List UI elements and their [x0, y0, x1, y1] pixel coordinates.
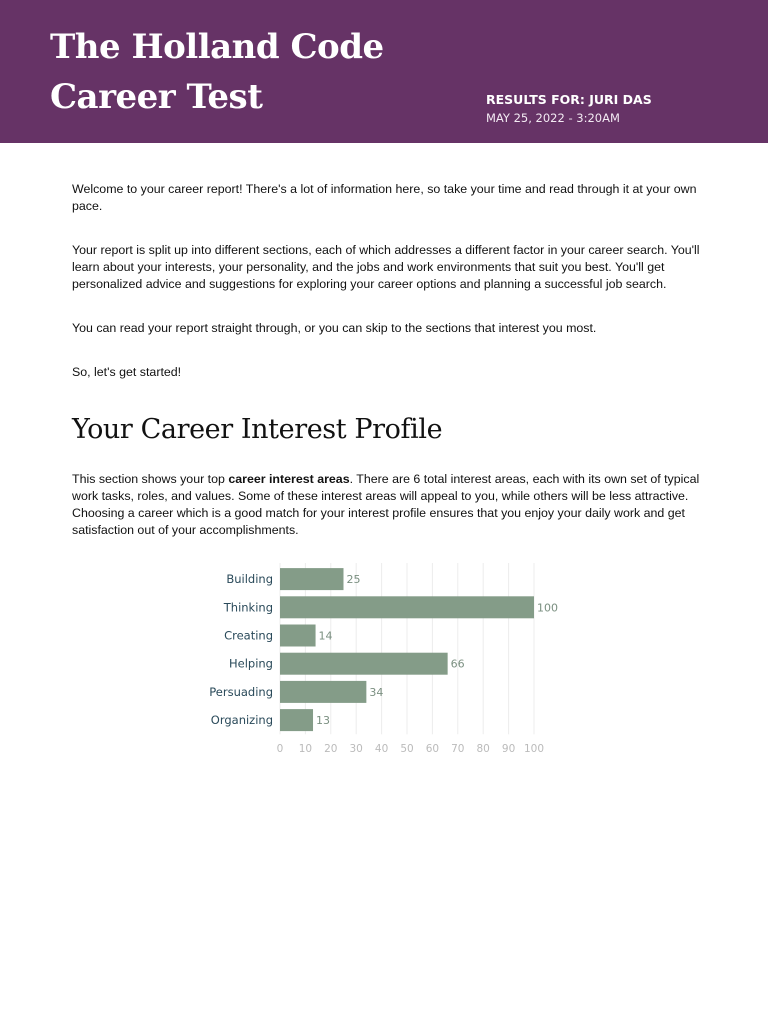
interest-bar-chart — [190, 560, 570, 755]
report-header — [0, 0, 768, 143]
x-tick-label: 40 — [374, 743, 389, 755]
x-tick-label: 50 — [400, 743, 414, 755]
bar — [280, 596, 534, 618]
category-label: Organizing — [210, 713, 273, 728]
intro-text — [72, 181, 706, 381]
category-label: Building — [226, 572, 273, 587]
report-title-line1: The Holland Code — [50, 27, 384, 67]
bar — [280, 568, 344, 590]
x-tick-label: 100 — [523, 743, 545, 755]
section-intro-bold: career interest areas — [228, 472, 350, 486]
section-intro-end: . There are 6 total interest areas, each with its own set of typical work tasks, roles, and values. Some of these interest areas will appeal to you, while others will be less attractive. Choosing a career which is a good match for your interest profile ensures that you enjoy your daily work and get satisfaction out of your accomplishments. — [72, 472, 700, 537]
category-label: Helping — [228, 656, 273, 671]
intro-paragraph-1: Welcome to your career report! There's a lot of information here, so take your time and read through it at your own pace. — [72, 182, 697, 213]
intro-paragraph-3: You can read your report straight through, or you can skip to the sections that interest you most. — [72, 321, 597, 335]
x-tick-label: 30 — [349, 743, 363, 755]
bar — [280, 681, 366, 703]
x-tick-label: 10 — [298, 743, 313, 755]
bar-value-label: 25 — [346, 573, 361, 587]
bar — [280, 625, 316, 647]
x-tick-label: 0 — [276, 743, 284, 755]
section-title: Your Career Interest Profile — [72, 414, 443, 445]
x-tick-label: 90 — [501, 743, 516, 755]
category-label: Persuading — [209, 684, 273, 699]
report-title-line2: Career Test — [50, 77, 263, 117]
bar-value-label: 66 — [450, 657, 465, 671]
intro-paragraph-2: Your report is split up into different sections, each of which addresses a different factor in your career search. You'll learn about your interests, your personality, and the jobs and work environments that suit you best. You'll get personalized advice and suggestions for exploring your career options and planning a successful job search. — [72, 243, 700, 291]
results-info — [486, 92, 652, 126]
section-intro-start: This section shows your top — [72, 472, 229, 486]
bar-value-label: 34 — [369, 685, 384, 699]
category-label: Thinking — [223, 600, 273, 615]
category-label: Creating — [224, 628, 273, 643]
section-intro — [72, 471, 706, 539]
x-tick-label: 70 — [451, 743, 465, 755]
bar — [280, 653, 448, 675]
bar — [280, 709, 313, 731]
intro-paragraph-4: So, let's get started! — [72, 365, 182, 379]
x-tick-label: 60 — [425, 743, 440, 755]
results-date: MAY 25, 2022 - 3:20AM — [486, 111, 620, 125]
bar-value-label: 100 — [537, 601, 558, 615]
report-title — [50, 22, 384, 122]
bar-value-label: 14 — [318, 629, 333, 643]
x-tick-label: 20 — [324, 743, 338, 755]
bar-value-label: 13 — [316, 714, 331, 728]
results-for-label: RESULTS FOR: JURI DAS — [486, 92, 652, 107]
x-tick-label: 80 — [476, 743, 490, 755]
